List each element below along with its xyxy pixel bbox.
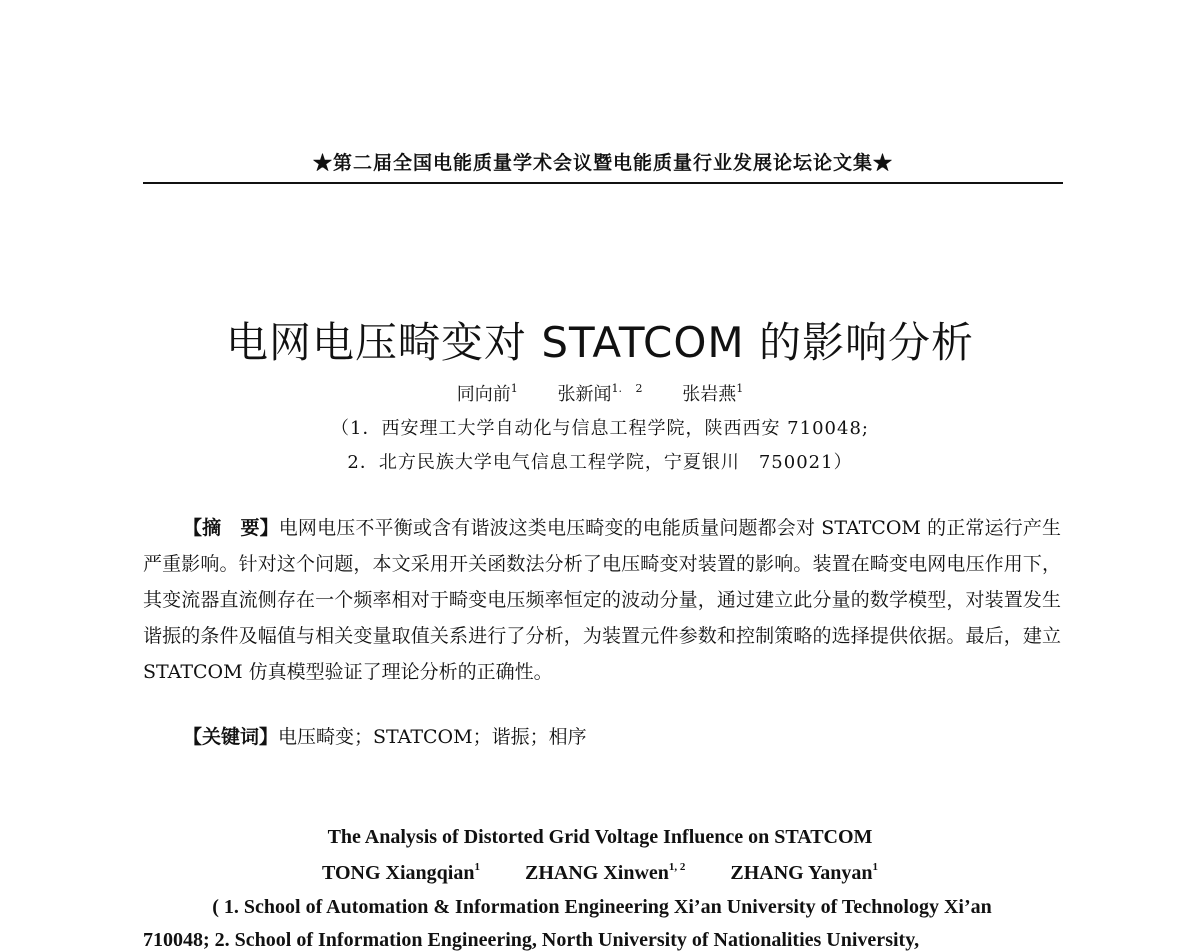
affiliation-cn-1: （1．西安理工大学自动化与信息工程学院，陕西西安 710048; (331, 418, 869, 439)
author-name: 张新闻 (557, 384, 612, 405)
author-affil-mark: 1 (736, 382, 744, 395)
header-rule (143, 182, 1063, 184)
author-affil-mark: 1. 2 (611, 382, 643, 395)
keywords (183, 722, 587, 749)
author-en-2 (525, 862, 685, 884)
author-en-3 (730, 862, 878, 884)
author-affil-mark: 1 (872, 861, 878, 873)
affiliation-en-2: 710048; 2. School of Information Engineering, North University of Nationalities University, (143, 929, 920, 951)
keywords-text: 电压畸变；STATCOM；谐振；相序 (278, 726, 587, 748)
author-name: TONG Xiangqian (322, 862, 475, 884)
paper-title: 电网电压畸变对 STATCOM 的影响分析 (225, 318, 975, 367)
authors-cn (0, 380, 1200, 406)
author-affil-mark: 1, 2 (668, 861, 686, 873)
affiliation-en-1: ( 1. School of Automation & Information Engineering Xi’an University of Technology Xi’an (212, 896, 992, 918)
author-affil-mark: 1 (474, 861, 480, 873)
abstract (143, 510, 1061, 690)
english-title: The Analysis of Distorted Grid Voltage Influence on STATCOM (327, 826, 873, 848)
running-header: ★第二届全国电能质量学术会议暨电能质量行业发展论坛论文集★ (312, 152, 893, 174)
keywords-label: 【关键词】 (183, 726, 279, 748)
author-affil-mark: 1 (510, 382, 518, 395)
author-cn-1 (457, 384, 518, 405)
author-name: ZHANG Yanyan (730, 862, 873, 884)
author-cn-2 (558, 384, 643, 405)
author-en-1 (322, 862, 480, 884)
author-name: ZHANG Xinwen (524, 862, 669, 884)
author-name: 同向前 (456, 384, 511, 405)
abstract-label: 【摘 要】 (183, 517, 279, 539)
author-name: 张岩燕 (682, 384, 737, 405)
author-cn-3 (682, 384, 743, 405)
authors-en (0, 861, 1200, 885)
abstract-text: 电网电压不平衡或含有谐波这类电压畸变的电能质量问题都会对 STATCOM 的正常运行产生严重影响。针对这个问题，本文采用开关函数法分析了电压畸变对装置的影响。装置在畸变电网电压作用下，其变流器直流侧存在一个频率相对于畸变电压频率恒定的波动分量，通过建立此分量的数学模型，对装置发生谐振的条件及幅值与相关变量取值关系进行了分析，为装置元件参数和控制策略的选择提供依据。最后，建立 STATCOM 仿真模型验证了理论分析的正确性。 (143, 517, 1061, 683)
affiliation-cn-2: 2．北方民族大学电气信息工程学院，宁夏银川 750021） (347, 452, 853, 473)
